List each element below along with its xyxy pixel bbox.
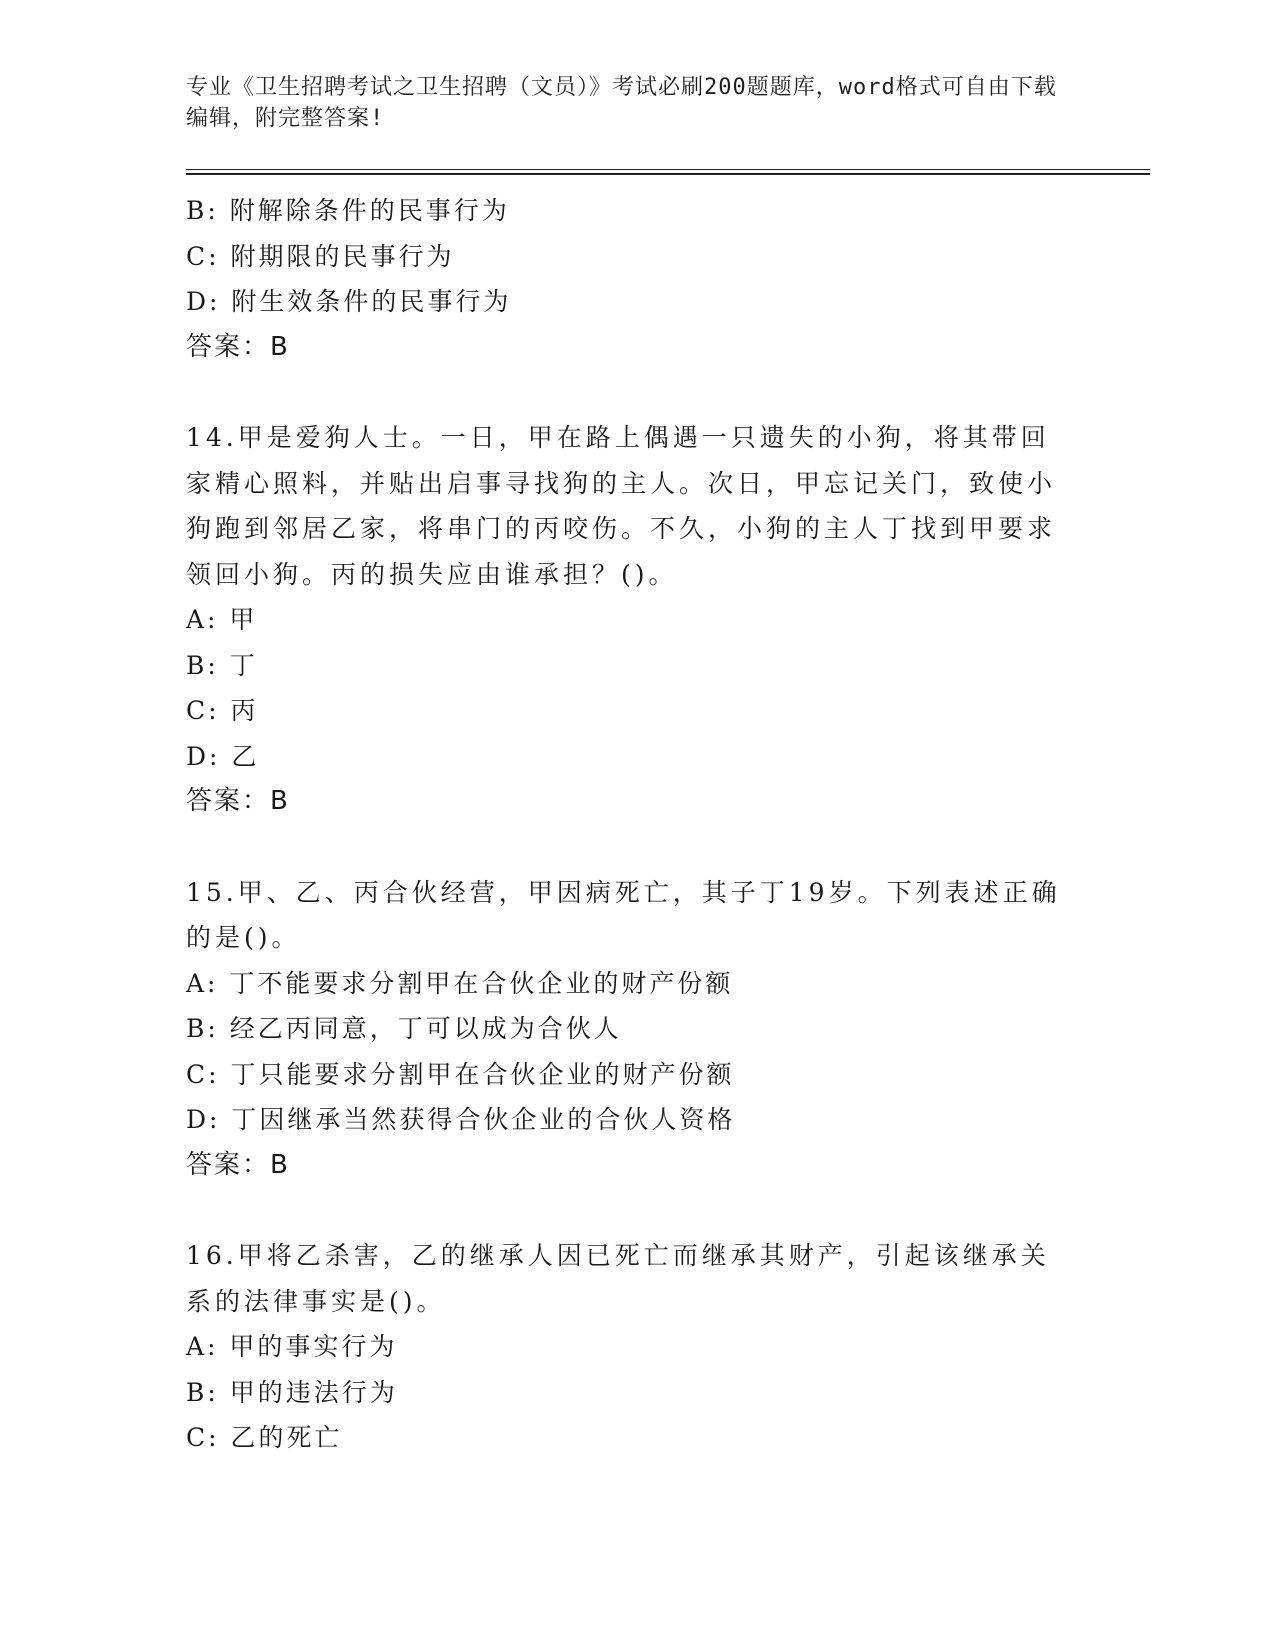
document-header: 专业《卫生招聘考试之卫生招聘（文员）》考试必刷200题题库，word格式可自由下载编辑，附完整答案!	[186, 75, 1057, 131]
question-text: 16.甲将乙杀害，乙的继承人因已死亡而继承其财产，引起该继承关系的法律事实是()。	[186, 1241, 1050, 1316]
header-rule-thick	[186, 173, 1150, 175]
question-text: 15.甲、乙、丙合伙经营，甲因病死亡，其子丁19岁。下列表述正确的是()。	[186, 877, 1061, 952]
option-c: C: 附期限的民事行为	[186, 241, 455, 271]
answer-line: 答案：B	[186, 1149, 290, 1180]
option-d: D: 附生效条件的民事行为	[186, 287, 512, 316]
spacer	[186, 1188, 1076, 1233]
question-continuation	[186, 188, 1076, 370]
answer-line: 答案：B	[186, 331, 290, 362]
answer-line: 答案：B	[186, 786, 290, 816]
header-rule-thin	[186, 169, 1150, 170]
option-c: C: 乙的死亡	[186, 1423, 343, 1452]
option-a: A: 丁不能要求分割甲在合伙企业的财产份额	[186, 968, 734, 998]
option-a: A: 甲	[186, 605, 258, 634]
spacer	[186, 825, 1076, 870]
question-block	[186, 415, 1076, 825]
spacer	[186, 370, 1076, 415]
option-c: C: 丁只能要求分割甲在合伙企业的财产份额	[186, 1059, 735, 1089]
option-b: B: 经乙丙同意，丁可以成为合伙人	[186, 1014, 622, 1043]
option-d: D: 乙	[186, 741, 260, 771]
question-block	[186, 870, 1076, 1189]
question-text: 14.甲是爱狗人士。一日，甲在路上偶遇一只遗失的小狗，将其带回家精心照料，并贴出启事寻找狗的主人。次日，甲忘记关门，致使小狗跑到邻居乙家，将串门的丙咬伤。不久，小狗的主人丁找到甲要求领回小狗。丙的损失应由谁承担？()。	[186, 423, 1057, 589]
option-b: B: 甲的违法行为	[186, 1377, 398, 1407]
option-b: B: 附解除条件的民事行为	[186, 196, 510, 225]
option-b: B: 丁	[186, 650, 258, 680]
question-list	[186, 188, 1076, 1461]
question-block	[186, 1233, 1076, 1461]
option-d: D: 丁因继承当然获得合伙企业的合伙人资格	[186, 1105, 736, 1134]
option-c: C: 丙	[186, 696, 259, 725]
option-a: A: 甲的事实行为	[186, 1332, 398, 1361]
